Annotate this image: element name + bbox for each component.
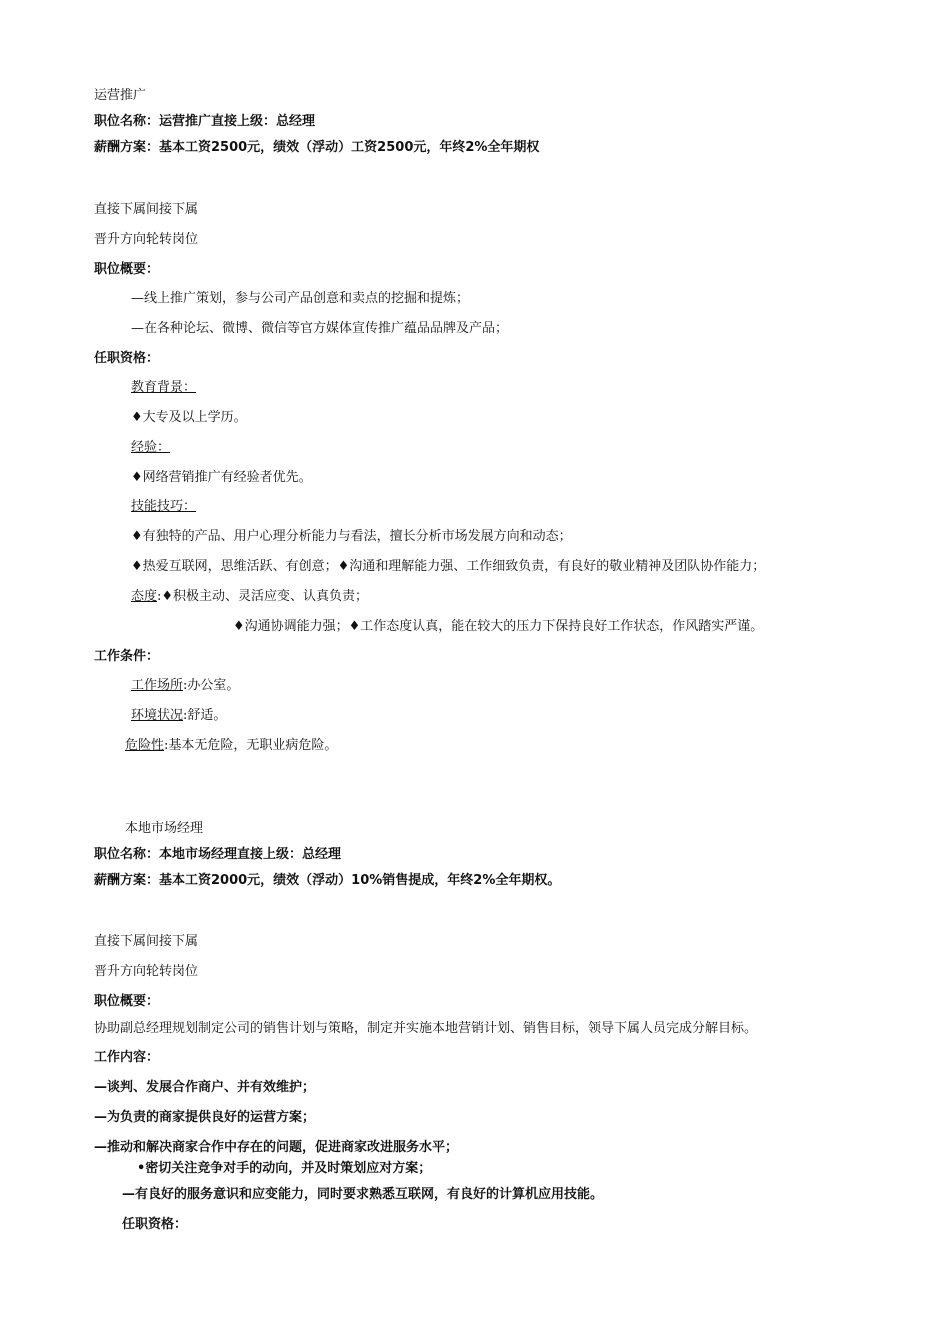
promotion-line: 晋升方向轮转岗位 (94, 232, 199, 247)
experience-value: ♦网络营销推广有经验者优先。 (131, 470, 312, 485)
workplace-line (131, 679, 239, 692)
work-content-bullet: •密切关注竞争对手的动向，并及时策划应对方案； (137, 1161, 432, 1176)
risk-value: :基本无危险，无职业病危险。 (164, 738, 338, 753)
salary-line: 薪酬方案：基本工资2500元，绩效（浮动）工资2500元，年终2%全年期权 (94, 140, 540, 155)
workplace-label: 工作场所 (131, 678, 184, 693)
work-content-title: 工作内容： (94, 1050, 160, 1065)
environment-label: 环境状况 (131, 708, 184, 723)
qualifications-title: 任职资格： (94, 351, 160, 366)
overview-text: 协助副总经理规划制定公司的销售计划与策略，制定并实施本地营销计划、销售目标，领导下属人员完成分解目标。 (94, 1021, 758, 1036)
workplace-value: :办公室。 (183, 678, 240, 693)
overview-item: —线上推广策划，参与公司产品创意和卖点的挖掘和提炼； (131, 291, 470, 306)
overview-item: —在各种论坛、微博、微信等官方媒体宣传推广蕴品品牌及产品； (131, 321, 509, 336)
skill-item: ♦热爱互联网，思维活跃、有创意；♦沟通和理解能力强、工作细致负责，有良好的敬业精神及团队协作能力； (131, 559, 766, 574)
work-content-item: —为负责的商家提供良好的运营方案； (94, 1110, 316, 1125)
attitude-value-continued: ♦沟通协调能力强；♦工作态度认真，能在较大的压力下保持良好工作状态，作风踏实严谨。 (233, 619, 764, 634)
work-content-item: —谈判、发展合作商户、并有效维护； (94, 1080, 316, 1095)
attitude-value: :♦积极主动、灵活应变、认真负责； (157, 589, 369, 604)
environment-value: :舒适。 (183, 708, 227, 723)
experience-label: 经验： (131, 440, 171, 455)
skill-item: ♦有独特的产品、用户心理分析能力与看法，擅长分析市场发展方向和动态； (131, 529, 572, 544)
skills-label: 技能技巧： (131, 499, 197, 514)
education-label: 教育背景： (131, 380, 197, 395)
risk-label: 危险性 (125, 738, 165, 753)
salary-line: 薪酬方案：基本工资2000元，绩效（浮动）10%销售提成，年终2%全年期权。 (94, 873, 561, 888)
qualifications-title: 任职资格： (122, 1217, 188, 1232)
work-content-item: —有良好的服务意识和应变能力，同时要求熟悉互联网，有良好的计算机应用技能。 (122, 1187, 604, 1202)
attitude-label: 态度 (131, 589, 158, 604)
attitude-line (131, 590, 368, 603)
section-heading: 运营推广 (94, 88, 147, 103)
work-content-item: —推动和解决商家合作中存在的问题，促进商家改进服务水平； (94, 1140, 459, 1155)
education-value: ♦大专及以上学历。 (131, 410, 247, 425)
conditions-title: 工作条件： (94, 649, 160, 664)
position-title-line: 职位名称：运营推广直接上级：总经理 (94, 114, 316, 129)
overview-title: 职位概要： (94, 994, 160, 1009)
risk-line (125, 739, 337, 752)
subordinates-line: 直接下属间接下属 (94, 934, 199, 949)
subordinates-line: 直接下属间接下属 (94, 202, 199, 217)
environment-line (131, 709, 226, 722)
promotion-line: 晋升方向轮转岗位 (94, 964, 199, 979)
overview-title: 职位概要： (94, 262, 160, 277)
section-heading: 本地市场经理 (125, 821, 204, 836)
position-title-line: 职位名称：本地市场经理直接上级：总经理 (94, 847, 342, 862)
